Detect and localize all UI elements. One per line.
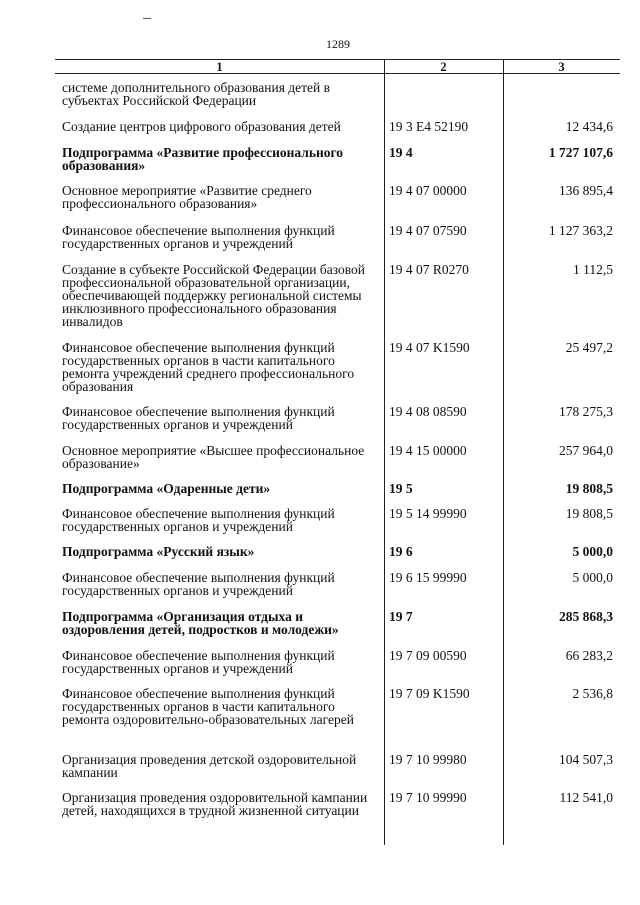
row-name: Финансовое обеспечение выполнения функций государственных органов и учреждений (62, 648, 335, 676)
row-name: Организация проведения оздоровительной кампании детей, находящихся в трудной жизненной ситуации (62, 790, 368, 818)
row-amount: 5 000,0 (572, 544, 613, 559)
row-name: Финансовое обеспечение выполнения функций государственных органов и учреждений (62, 223, 335, 251)
row-name: Подпрограмма «Организация отдыха и оздоровления детей, подростков и молодежи» (62, 609, 339, 637)
row-code: 19 4 (389, 145, 413, 160)
row-code: 19 4 07 07590 (389, 223, 467, 238)
row-amount: 104 507,3 (559, 752, 613, 767)
row-name: Финансовое обеспечение выполнения функций государственных органов и учреждений (62, 570, 335, 598)
row-code: 19 7 10 99990 (389, 790, 467, 805)
row-amount: 5 000,0 (572, 570, 613, 585)
row-code: 19 4 07 R0270 (389, 262, 469, 277)
row-code: 19 7 10 99980 (389, 752, 467, 767)
row-amount: 12 434,6 (565, 119, 613, 134)
row-name: Основное мероприятие «Высшее профессиональное образование» (62, 443, 365, 471)
row-code: 19 4 07 K1590 (389, 340, 470, 355)
row-amount: 25 497,2 (565, 340, 613, 355)
row-amount: 112 541,0 (559, 790, 613, 805)
column-divider-2 (503, 59, 504, 845)
row-code: 19 4 08 08590 (389, 404, 467, 419)
row-name: Создание центров цифрового образования детей (62, 119, 341, 134)
row-name: Финансовое обеспечение выполнения функций государственных органов и учреждений (62, 506, 335, 534)
row-code: 19 7 09 00590 (389, 648, 467, 663)
row-code: 19 3 E4 52190 (389, 119, 469, 134)
row-name: Основное мероприятие «Развитие среднего профессионального образования» (62, 183, 312, 211)
row-amount: 19 808,5 (565, 481, 613, 496)
column-header-2: 2 (440, 60, 447, 74)
column-header-3: 3 (558, 60, 565, 74)
row-name: системе дополнительного образования детей в субъектах Российской Федерации (62, 80, 331, 108)
row-code: 19 7 (389, 609, 413, 624)
row-amount: 285 868,3 (559, 609, 613, 624)
row-code: 19 5 14 99990 (389, 506, 467, 521)
row-name: Организация проведения детской оздоровительной кампании (62, 752, 357, 780)
row-name: Создание в субъекте Российской Федерации базовой профессиональной образовательной организации, обеспечивающей поддержку региональной системы инклюзивного профессионального образования инвалидов (62, 262, 365, 329)
column-header-1: 1 (216, 60, 223, 74)
row-amount: 257 964,0 (559, 443, 613, 458)
row-code: 19 5 (389, 481, 413, 496)
row-name: Подпрограмма «Развитие профессионального образования» (62, 145, 344, 173)
row-amount: 136 895,4 (559, 183, 613, 198)
row-amount: 1 727 107,6 (548, 145, 613, 160)
row-amount: 1 112,5 (573, 262, 613, 277)
row-name: Подпрограмма «Русский язык» (62, 544, 255, 559)
scan-mark (143, 18, 151, 19)
row-code: 19 6 15 99990 (389, 570, 467, 585)
row-code: 19 4 07 00000 (389, 183, 467, 198)
row-code: 19 4 15 00000 (389, 443, 467, 458)
row-amount: 2 536,8 (572, 686, 613, 701)
row-name: Финансовое обеспечение выполнения функций государственных органов в части капитального ремонта оздоровительно-образовательных лагерей (62, 686, 354, 727)
row-amount: 66 283,2 (565, 648, 613, 663)
row-code: 19 6 (389, 544, 413, 559)
row-name: Финансовое обеспечение выполнения функций государственных органов в части капитального ремонта учреждений среднего профессионального образования (62, 340, 355, 394)
row-amount: 178 275,3 (559, 404, 613, 419)
row-name: Подпрограмма «Одаренные дети» (62, 481, 271, 496)
row-amount: 19 808,5 (565, 506, 613, 521)
page-number: 1289 (326, 37, 350, 51)
row-code: 19 7 09 K1590 (389, 686, 470, 701)
row-amount: 1 127 363,2 (548, 223, 613, 238)
column-divider-1 (384, 59, 385, 845)
row-name: Финансовое обеспечение выполнения функций государственных органов и учреждений (62, 404, 335, 432)
